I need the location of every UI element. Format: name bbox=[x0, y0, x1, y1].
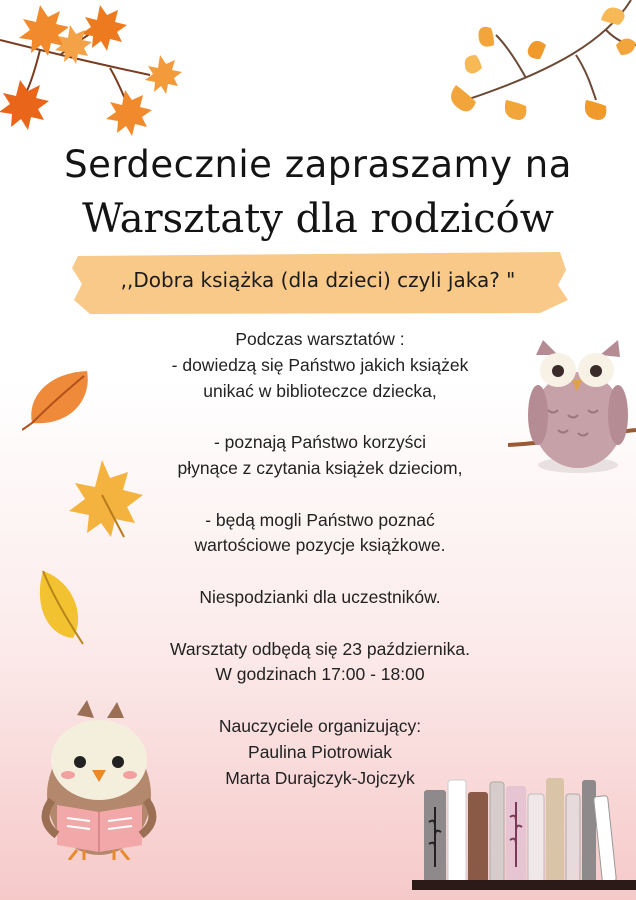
organizers-label: Nauczyciele organizujący: bbox=[218, 715, 422, 736]
ginkgo-branch-top-right bbox=[436, 0, 636, 135]
orange-leaf-icon bbox=[22, 368, 97, 433]
yellow-leaf-icon bbox=[28, 566, 88, 646]
organizer-2: Marta Durajczyk-Jojczyk bbox=[225, 767, 415, 788]
point3-line2: wartościowe pozycje książkowe. bbox=[194, 535, 446, 556]
surprises-line: Niespodzianki dla uczestników. bbox=[199, 586, 441, 607]
point3-line1: - będą mogli Państwo poznać bbox=[205, 509, 435, 530]
intro-line: Podczas warsztatów : bbox=[235, 329, 405, 349]
point1-line2: unikać w biblioteczce dziecka, bbox=[203, 380, 437, 401]
point2-line1: - poznają Państwo korzyści bbox=[213, 432, 427, 453]
point2-line2: płynące z czytania książek dzieciom, bbox=[177, 457, 463, 478]
hours-line: W godzinach 17:00 - 18:00 bbox=[215, 664, 425, 685]
maple-branch-top-left bbox=[0, 0, 200, 140]
owl-reading-icon bbox=[32, 700, 167, 860]
owl-on-branch-icon bbox=[508, 335, 636, 480]
subtitle: ,,Dobra książka (dla dzieci) czyli jaka? " bbox=[120, 268, 516, 292]
point1-line1: - dowiedzą się Państwo jakich książek bbox=[171, 354, 469, 375]
title-line-1: Serdecznie zapraszamy na bbox=[64, 143, 572, 186]
bookshelf-icon bbox=[412, 772, 636, 894]
title-line-2: Warsztaty dla rodziców bbox=[82, 196, 554, 242]
maple-leaf-icon bbox=[62, 455, 147, 540]
organizer-1: Paulina Piotrowiak bbox=[248, 741, 392, 762]
date-line: Warsztaty odbędą się 23 października. bbox=[170, 638, 470, 659]
